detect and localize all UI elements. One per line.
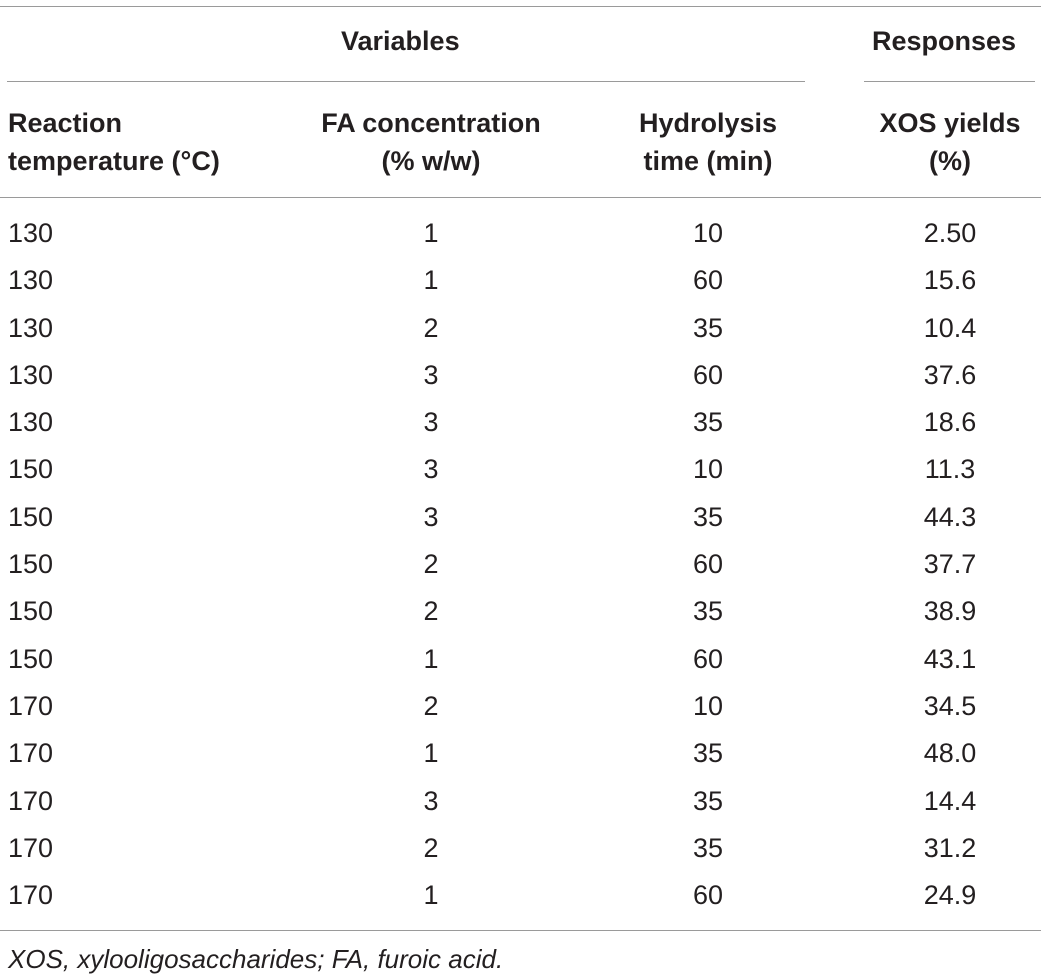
cell-reaction-temperature: 170 [8, 880, 54, 911]
cell-reaction-temperature: 130 [8, 218, 54, 248]
cell-xos-yield: 31.2 [923, 832, 977, 863]
cell-xos-yield: 48.0 [923, 738, 977, 769]
cell-hydrolysis-time: 60 [692, 880, 724, 911]
cell-xos-yield: 10.4 [923, 312, 977, 343]
cell-reaction-temperature: 150 [8, 596, 54, 627]
cell-fa-concentration: 1 [423, 643, 439, 674]
table-row [0, 257, 1041, 304]
cell-reaction-temperature: 150 [8, 643, 54, 674]
cell-fa-concentration: 1 [423, 738, 439, 769]
group-header-responses: Responses [872, 26, 1017, 56]
column-header-xos-yields: XOS yields (%) [879, 108, 1021, 176]
table-row [0, 872, 1041, 919]
cell-hydrolysis-time: 10 [692, 218, 724, 248]
cell-hydrolysis-time: 35 [692, 501, 724, 532]
cell-fa-concentration: 1 [423, 218, 439, 248]
table-row [0, 730, 1041, 777]
table-row [0, 210, 1041, 257]
table-row [0, 541, 1041, 588]
cell-reaction-temperature: 170 [8, 785, 54, 816]
cell-reaction-temperature: 130 [8, 312, 54, 343]
table-row [0, 352, 1041, 399]
cell-xos-yield: 15.6 [923, 265, 977, 296]
cell-xos-yield: 11.3 [924, 454, 976, 485]
table-row [0, 446, 1041, 493]
cell-xos-yield: 34.5 [923, 690, 977, 721]
cell-xos-yield: 37.6 [923, 359, 977, 390]
cell-hydrolysis-time: 35 [692, 738, 724, 769]
cell-hydrolysis-time: 60 [692, 359, 724, 390]
cell-hydrolysis-time: 10 [692, 454, 724, 485]
group-header-variables: Variables [341, 26, 460, 56]
cell-xos-yield: 24.9 [923, 880, 977, 911]
table-body [0, 210, 1041, 919]
cell-hydrolysis-time: 35 [692, 407, 724, 438]
cell-fa-concentration: 2 [423, 549, 439, 580]
cell-reaction-temperature: 170 [8, 738, 54, 769]
cell-fa-concentration: 3 [423, 501, 439, 532]
cell-fa-concentration: 2 [423, 596, 439, 627]
cell-fa-concentration: 3 [423, 785, 439, 816]
cell-fa-concentration: 2 [423, 832, 439, 863]
table-row [0, 588, 1041, 635]
column-header-hydrolysis-time: Hydrolysis time (min) [638, 108, 778, 176]
cell-reaction-temperature: 150 [8, 549, 54, 580]
table-row [0, 494, 1041, 541]
cell-reaction-temperature: 150 [8, 454, 54, 485]
cell-reaction-temperature: 170 [8, 690, 54, 721]
cell-xos-yield: 44.3 [923, 501, 977, 532]
cell-xos-yield: 14.4 [923, 785, 977, 816]
column-header-fa-concentration: FA concentration (% w/w) [321, 108, 541, 176]
cell-xos-yield: 18.6 [923, 407, 977, 438]
column-header-reaction-temperature: Reaction temperature (°C) [8, 108, 220, 176]
cell-hydrolysis-time: 35 [692, 596, 724, 627]
table-footnote: XOS, xylooligosaccharides; FA, furoic acid. [8, 944, 504, 974]
table-row [0, 825, 1041, 872]
cell-fa-concentration: 3 [423, 454, 439, 485]
cell-fa-concentration: 3 [423, 359, 439, 390]
table-row [0, 683, 1041, 730]
cell-reaction-temperature: 170 [8, 832, 54, 863]
cell-xos-yield: 2.50 [923, 218, 977, 248]
cell-fa-concentration: 3 [423, 407, 439, 438]
cell-xos-yield: 37.7 [923, 549, 977, 580]
cell-hydrolysis-time: 60 [692, 265, 724, 296]
cell-fa-concentration: 1 [423, 880, 439, 911]
cell-xos-yield: 43.1 [923, 643, 977, 674]
cell-reaction-temperature: 150 [8, 501, 54, 532]
cell-fa-concentration: 2 [423, 690, 439, 721]
cell-reaction-temperature: 130 [8, 359, 54, 390]
cell-hydrolysis-time: 35 [692, 832, 724, 863]
cell-reaction-temperature: 130 [8, 407, 54, 438]
table-row [0, 778, 1041, 825]
responses-group-rule [864, 81, 1035, 82]
table-row [0, 399, 1041, 446]
cell-fa-concentration: 1 [423, 265, 439, 296]
cell-hydrolysis-time: 60 [692, 549, 724, 580]
table-row [0, 305, 1041, 352]
bottom-rule [0, 930, 1041, 931]
variables-group-rule [7, 81, 805, 82]
cell-hydrolysis-time: 10 [692, 690, 724, 721]
cell-xos-yield: 38.9 [923, 596, 977, 627]
top-rule [0, 6, 1041, 7]
cell-reaction-temperature: 130 [8, 265, 54, 296]
cell-hydrolysis-time: 35 [692, 312, 724, 343]
cell-hydrolysis-time: 35 [692, 785, 724, 816]
cell-fa-concentration: 2 [423, 312, 439, 343]
header-rule [0, 197, 1041, 198]
table-row [0, 636, 1041, 683]
cell-hydrolysis-time: 60 [692, 643, 724, 674]
